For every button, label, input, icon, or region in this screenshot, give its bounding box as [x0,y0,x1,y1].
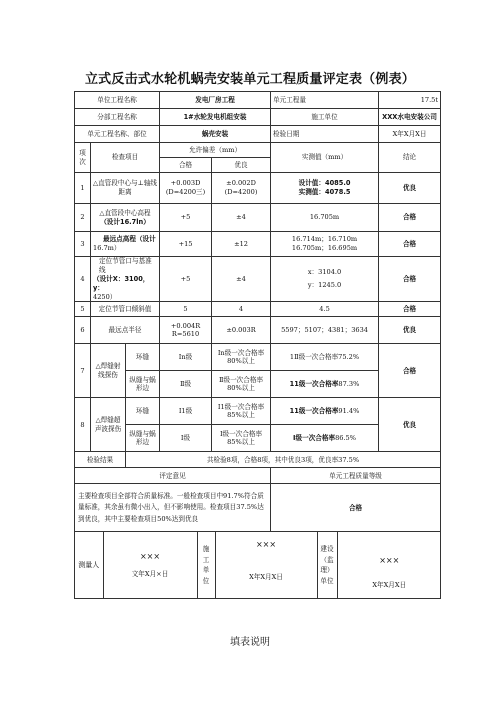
supervisor-label: 建设（监理）单位 [317,532,337,598]
row-measured: 4.5 [271,302,379,317]
table-row [75,257,441,302]
element-label: 单元工程名称、部位 [75,126,160,143]
row-measured: 5597；5107；4381；3634 [271,317,379,344]
weld-row [75,398,441,425]
row-measured: 16.714m；16.710m 16.705m；16.695m [271,232,379,257]
table-row [75,232,441,257]
opinion-header-row [75,468,441,484]
inspect-date-value: X年X月X日 [379,126,441,143]
element-value: 蜗壳安装 [160,126,271,143]
contractor-label: 施工单位 [271,109,379,126]
unit-project-value: 发电厂房工程 [160,92,271,109]
row-item: 定位节管口倾斜值 [91,302,160,317]
row-no: 5 [75,302,91,317]
contractor-sign-name: ××× [255,540,277,550]
form-title: 立式反击式水轮机蜗壳安装单元工程质量评定表（例表） [84,72,415,87]
row-qualified: +0.003D (D=4200三) [160,173,212,204]
row-result: 合格 [379,204,441,232]
opinion-row [75,484,441,532]
col-item: 检查项目 [91,143,160,173]
row-item: 最远点高程（设计 16.7m） [91,232,160,257]
unit-qty-value: 17.5t [379,92,441,109]
row-no: 2 [75,204,91,232]
row-item: △直管段中心高程 （设计16.7ln） [91,204,160,232]
row-result: 优良 [379,398,441,452]
row-no: 3 [75,232,91,257]
col-seq: 项次 [75,143,91,173]
row-qualified: +0.004R R=5610 [160,317,212,344]
row-excellent: ±4 [212,204,271,232]
row-qualified: +5 [160,257,212,302]
grade-value: 合格 [271,484,441,532]
row-excellent: ±0.002D (D=4200) [212,173,271,204]
signature-row [75,532,441,599]
contractor-block [215,532,317,598]
weld-group: △焊缝射 线探伤 [91,344,126,398]
measurer-label: 测量人 [75,532,103,598]
inspection-result-row [75,452,441,468]
row-no: 7 [75,344,91,398]
sub-project-value: 1#水轮发电机组安装 [160,109,271,126]
row-qualified: 5 [160,302,212,317]
measurer-block [103,532,197,598]
supervisor-block [337,532,441,598]
quality-assessment-table [74,91,441,599]
row-qualified: +5 [160,204,212,232]
opinion-label: 评定意见 [75,468,271,484]
sub-project-label: 分部工程名称 [75,109,160,126]
col-measured: 实测值（mm） [271,143,379,173]
row-excellent: ±4 [212,257,271,302]
row-result: 合格 [379,257,441,302]
row-result: 优良 [379,317,441,344]
col-allowed: 允许偏差（mm） [160,143,271,158]
row-measured: 1Ⅱ级一次合格率75.2% [271,344,379,371]
row-measured: Ⅰ级一次合格率86.5% [271,425,379,452]
col-conclusion: 结论 [379,143,441,173]
quality-grade-label: 单元工程质量等级 [271,468,441,484]
contractor-sign-label: 施工单位 [197,532,215,598]
row-item: △直管段中心与⊥轴线 距离 [91,173,160,204]
row-excellent: Ⅰn级一次合格率 80%以上 [212,344,271,371]
inspect-date-label: 检验日期 [271,126,379,143]
row-no: 1 [75,173,91,204]
row-qualified: Ⅰ级 [160,425,212,452]
row-excellent: Ⅱ级一次合格率 80%以上 [212,371,271,398]
table-row [75,317,441,344]
row-measured: x：3104.0 y：1245.0 [271,257,379,302]
row-measured: 设计值：4085.0 实测值：4078.5 [271,173,379,204]
table-row [75,204,441,232]
unit-project-label: 单位工程名称 [75,92,160,109]
row-result: 合格 [379,232,441,257]
row-result: 合格 [379,344,441,398]
opinion-text: 主要检查项目全部符合质量标准。一般检查项目中91.7%符合质量标准，其余虽有微小出入，但不影响使用。检查项目37.5%达到优良，其中主要检查项目50%达到优良 [75,484,271,532]
row-qualified: Ⅰ1级 [160,398,212,425]
row-measured: 11级一次合格率91.4% [271,398,379,425]
header-row-3 [75,126,441,143]
weld-type: 纵缝与蜗 形边 [126,425,160,452]
col-qualified: 合格 [160,158,212,173]
weld-row [75,344,441,371]
row-excellent: ±0.003R [212,317,271,344]
row-qualified: Ⅰn级 [160,344,212,371]
signature-table [75,532,441,598]
contractor-sign-date: X年X月X日 [249,573,283,582]
row-qualified: Ⅱ级 [160,371,212,398]
row-item: 定位节管口与基准线 （设计X：3100，y： 4250） [91,257,160,302]
inspection-result-value: 共检验8项，合格8项，其中优良3项，优良率37.5% [126,452,441,468]
table-row [75,173,441,204]
row-excellent: ±12 [212,232,271,257]
col-excellent: 优良 [212,158,271,173]
header-row-2 [75,109,441,126]
weld-group: △焊缝超 声波探伤 [91,398,126,452]
measurer-name: ××× [139,551,161,561]
table-row [75,302,441,317]
weld-type: 环缝 [126,344,160,371]
row-result: 合格 [379,302,441,317]
row-measured: 11级一次合格率87.3% [271,371,379,398]
inspection-result-label: 检验结果 [75,452,126,468]
footer-heading: 填表说明 [230,637,270,648]
weld-type: 环缝 [126,398,160,425]
supervisor-name: ××× [379,556,400,566]
row-qualified: +15 [160,232,212,257]
row-no: 6 [75,317,91,344]
row-excellent: 4 [212,302,271,317]
weld-type: 纵缝与蜗 形边 [126,371,160,398]
unit-qty-label: 单元工程量 [271,92,379,109]
row-excellent: Ⅰ级一次合格率 85%以上 [212,425,271,452]
column-header-row [75,143,441,158]
measurer-date: 文年X月×日 [131,570,169,579]
row-no: 4 [75,257,91,302]
row-result: 优良 [379,173,441,204]
row-item: 最远点半径 [91,317,160,344]
row-no: 8 [75,398,91,452]
supervisor-date: X年X月X日 [372,581,407,590]
row-excellent: Ⅰ1级一次合格率 85%以上 [212,398,271,425]
contractor-value: XXX水电安装公司 [379,109,441,126]
header-row-1 [75,92,441,109]
row-measured: 16.705m [271,204,379,232]
